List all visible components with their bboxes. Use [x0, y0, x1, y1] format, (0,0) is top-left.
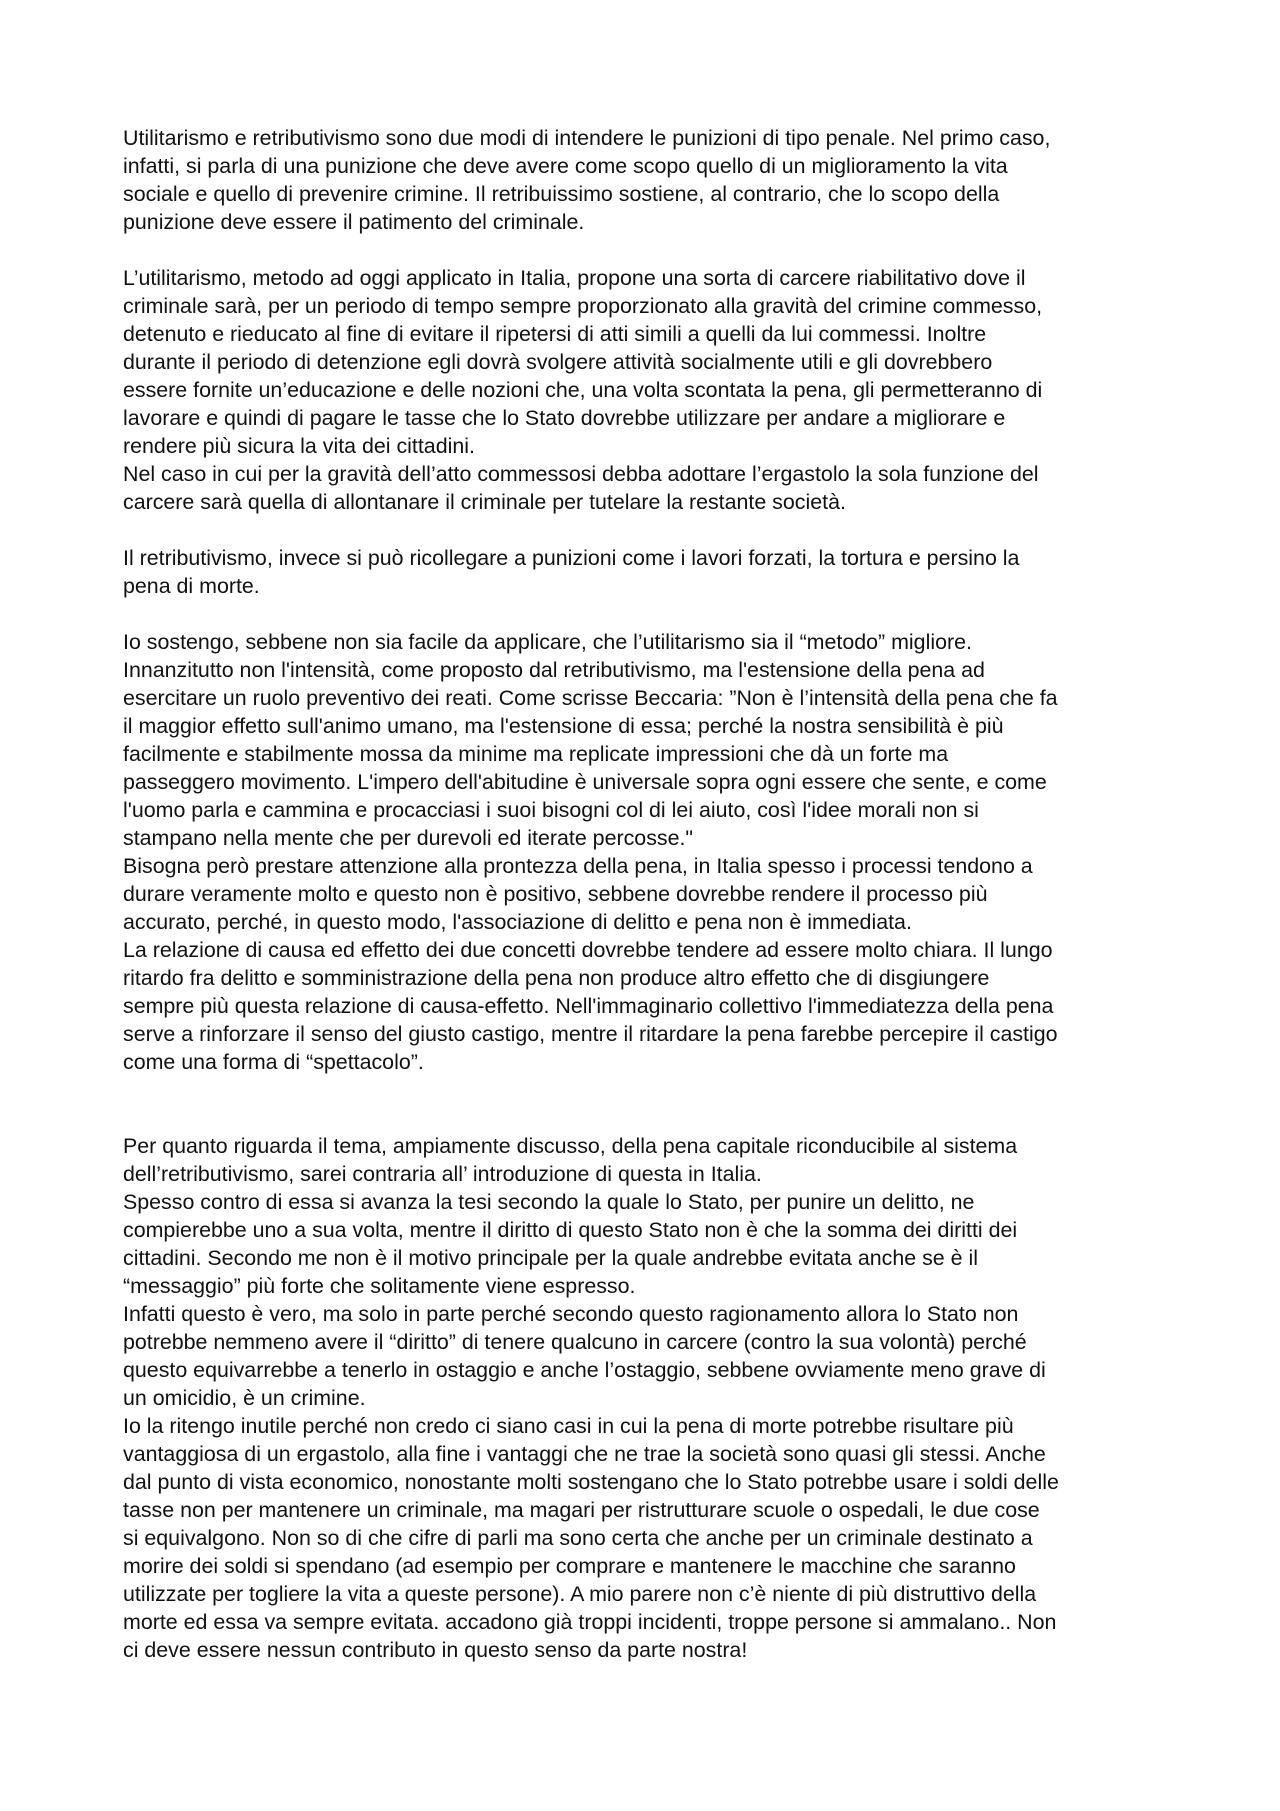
- text-line: criminale sarà, per un periodo di tempo sempre proporzionato alla gravità del crimine commesso,: [123, 294, 1043, 318]
- text-line: Spesso contro di essa si avanza la tesi secondo la quale lo Stato, per punire un delitto, ne: [123, 1190, 975, 1214]
- text-line: Nel caso in cui per la gravità dell’atto commessosi debba adottare l’ergastolo la sola funzione del: [123, 462, 1039, 486]
- paragraph-pena-capitale: [123, 1132, 1171, 1664]
- text-line: serve a rinforzare il senso del giusto castigo, mentre il ritardare la pena farebbe percepire il castigo: [123, 1022, 1058, 1046]
- text-line: L’utilitarismo, metodo ad oggi applicato in Italia, propone una sorta di carcere riabilitativo dove il: [123, 266, 1026, 290]
- text-line: “messaggio” più forte che solitamente viene espresso.: [123, 1274, 636, 1298]
- text-line: carcere sarà quella di allontanare il criminale per tutelare la restante società.: [123, 490, 846, 514]
- text-line: Innanzitutto non l'intensità, come proposto dal retributivismo, ma l'estensione della pena ad: [123, 658, 985, 682]
- text-line: Il retributivismo, invece si può ricollegare a punizioni come i lavori forzati, la tortura e persino la: [123, 546, 1020, 570]
- text-line: rendere più sicura la vita dei cittadini.: [123, 434, 475, 458]
- text-line: ci deve essere nessun contributo in questo senso da parte nostra!: [123, 1638, 748, 1662]
- text-line: questo equivarrebbe a tenerlo in ostaggio e anche l’ostaggio, sebbene ovviamente meno grave di: [123, 1358, 1046, 1382]
- text-line: ritardo fra delitto e somministrazione della pena non produce altro effetto che di disgiungere: [123, 966, 990, 990]
- text-line: facilmente e stabilmente mossa da minime ma replicate impressioni che dà un forte ma: [123, 742, 949, 766]
- text-line: pena di morte.: [123, 574, 260, 598]
- text-line: compierebbe uno a sua volta, mentre il diritto di questo Stato non è che la somma dei diritti dei: [123, 1218, 1018, 1242]
- text-line: vantaggiosa di un ergastolo, alla fine i vantaggi che ne trae la società sono quasi gli stessi. Anche: [123, 1442, 1046, 1466]
- text-line: essere fornite un’educazione e delle nozioni che, una volta scontata la pena, gli permetteranno di: [123, 378, 1043, 402]
- text-line: sociale e quello di prevenire crimine. Il retribuissimo sostiene, al contrario, che lo scopo della: [123, 182, 1000, 206]
- paragraph-retributivismo: [123, 544, 1171, 600]
- paragraph-gap: [123, 516, 1171, 544]
- text-line: utilizzate per togliere la vita a queste persone). A mio parere non c’è niente di più distruttivo della: [123, 1582, 1037, 1606]
- document-page: [123, 124, 1171, 1664]
- text-line: esercitare un ruolo preventivo dei reati. Come scrisse Beccaria: ”Non è l’intensità della pena che fa: [123, 686, 1058, 710]
- text-line: morire dei soldi si spendano (ad esempio per comprare e mantenere le macchine che saranno: [123, 1554, 1016, 1578]
- paragraph-intro: [123, 124, 1171, 236]
- text-line: Per quanto riguarda il tema, ampiamente discusso, della pena capitale riconducibile al sistema: [123, 1134, 1018, 1158]
- text-line: morte ed essa va sempre evitata. accadono già troppi incidenti, troppe persone si ammalano.. Non: [123, 1610, 1057, 1634]
- text-line: come una forma di “spettacolo”.: [123, 1050, 424, 1074]
- text-line: accurato, perché, in questo modo, l'associazione di delitto e pena non è immediata.: [123, 910, 912, 934]
- text-line: infatti, si parla di una punizione che deve avere come scopo quello di un miglioramento la vita: [123, 154, 1008, 178]
- text-line: Infatti questo è vero, ma solo in parte perché secondo questo ragionamento allora lo Stato non: [123, 1302, 1019, 1326]
- text-line: l'uomo parla e cammina e procacciasi i suoi bisogni col di lei aiuto, così l'idee morali non si: [123, 798, 979, 822]
- text-line: sempre più questa relazione di causa-effetto. Nell'immaginario collettivo l'immediatezza della pena: [123, 994, 1054, 1018]
- text-line: Utilitarismo e retributivismo sono due modi di intendere le punizioni di tipo penale. Nel primo caso,: [123, 126, 1051, 150]
- text-line: un omicidio, è un crimine.: [123, 1386, 366, 1410]
- text-line: lavorare e quindi di pagare le tasse che lo Stato dovrebbe utilizzare per andare a migliorare e: [123, 406, 1006, 430]
- text-line: dal punto di vista economico, nonostante molti sostengano che lo Stato potrebbe usare i soldi delle: [123, 1470, 1059, 1494]
- text-line: dell’retributivismo, sarei contraria all’ introduzione di questa in Italia.: [123, 1162, 762, 1186]
- paragraph-gap: [123, 236, 1171, 264]
- paragraph-gap: [123, 1076, 1171, 1132]
- text-line: passeggero movimento. L'impero dell'abitudine è universale sopra ogni essere che sente, e come: [123, 770, 1047, 794]
- text-line: La relazione di causa ed effetto dei due concetti dovrebbe tendere ad essere molto chiara. Il lungo: [123, 938, 1053, 962]
- text-line: detenuto e rieducato al fine di evitare il ripetersi di atti simili a quelli da lui commessi. Inoltre: [123, 322, 987, 346]
- text-line: Io la ritengo inutile perché non credo ci siano casi in cui la pena di morte potrebbe risultare più: [123, 1414, 1014, 1438]
- text-line: stampano nella mente che per durevoli ed iterate percosse.": [123, 826, 694, 850]
- text-line: Io sostengo, sebbene non sia facile da applicare, che l’utilitarismo sia il “metodo” migliore.: [123, 630, 972, 654]
- paragraph-utilitarismo: [123, 264, 1171, 516]
- text-line: potrebbe nemmeno avere il “diritto” di tenere qualcuno in carcere (contro la sua volontà) perché: [123, 1330, 1027, 1354]
- text-line: cittadini. Secondo me non è il motivo principale per la quale andrebbe evitata anche se è il: [123, 1246, 978, 1270]
- text-line: durare veramente molto e questo non è positivo, sebbene dovrebbe rendere il processo più: [123, 882, 988, 906]
- paragraph-gap: [123, 600, 1171, 628]
- text-line: Bisogna però prestare attenzione alla prontezza della pena, in Italia spesso i processi tendono a: [123, 854, 1033, 878]
- text-line: si equivalgono. Non so di che cifre di parli ma sono certa che anche per un criminale destinato a: [123, 1526, 1033, 1550]
- paragraph-opinione: [123, 628, 1171, 1076]
- text-line: durante il periodo di detenzione egli dovrà svolgere attività socialmente utili e gli dovrebbero: [123, 350, 993, 374]
- text-line: punizione deve essere il patimento del criminale.: [123, 210, 585, 234]
- text-line: il maggior effetto sull'animo umano, ma l'estensione di essa; perché la nostra sensibilità è più: [123, 714, 1004, 738]
- text-line: tasse non per mantenere un criminale, ma magari per ristrutturare scuole o ospedali, le due cose: [123, 1498, 1040, 1522]
